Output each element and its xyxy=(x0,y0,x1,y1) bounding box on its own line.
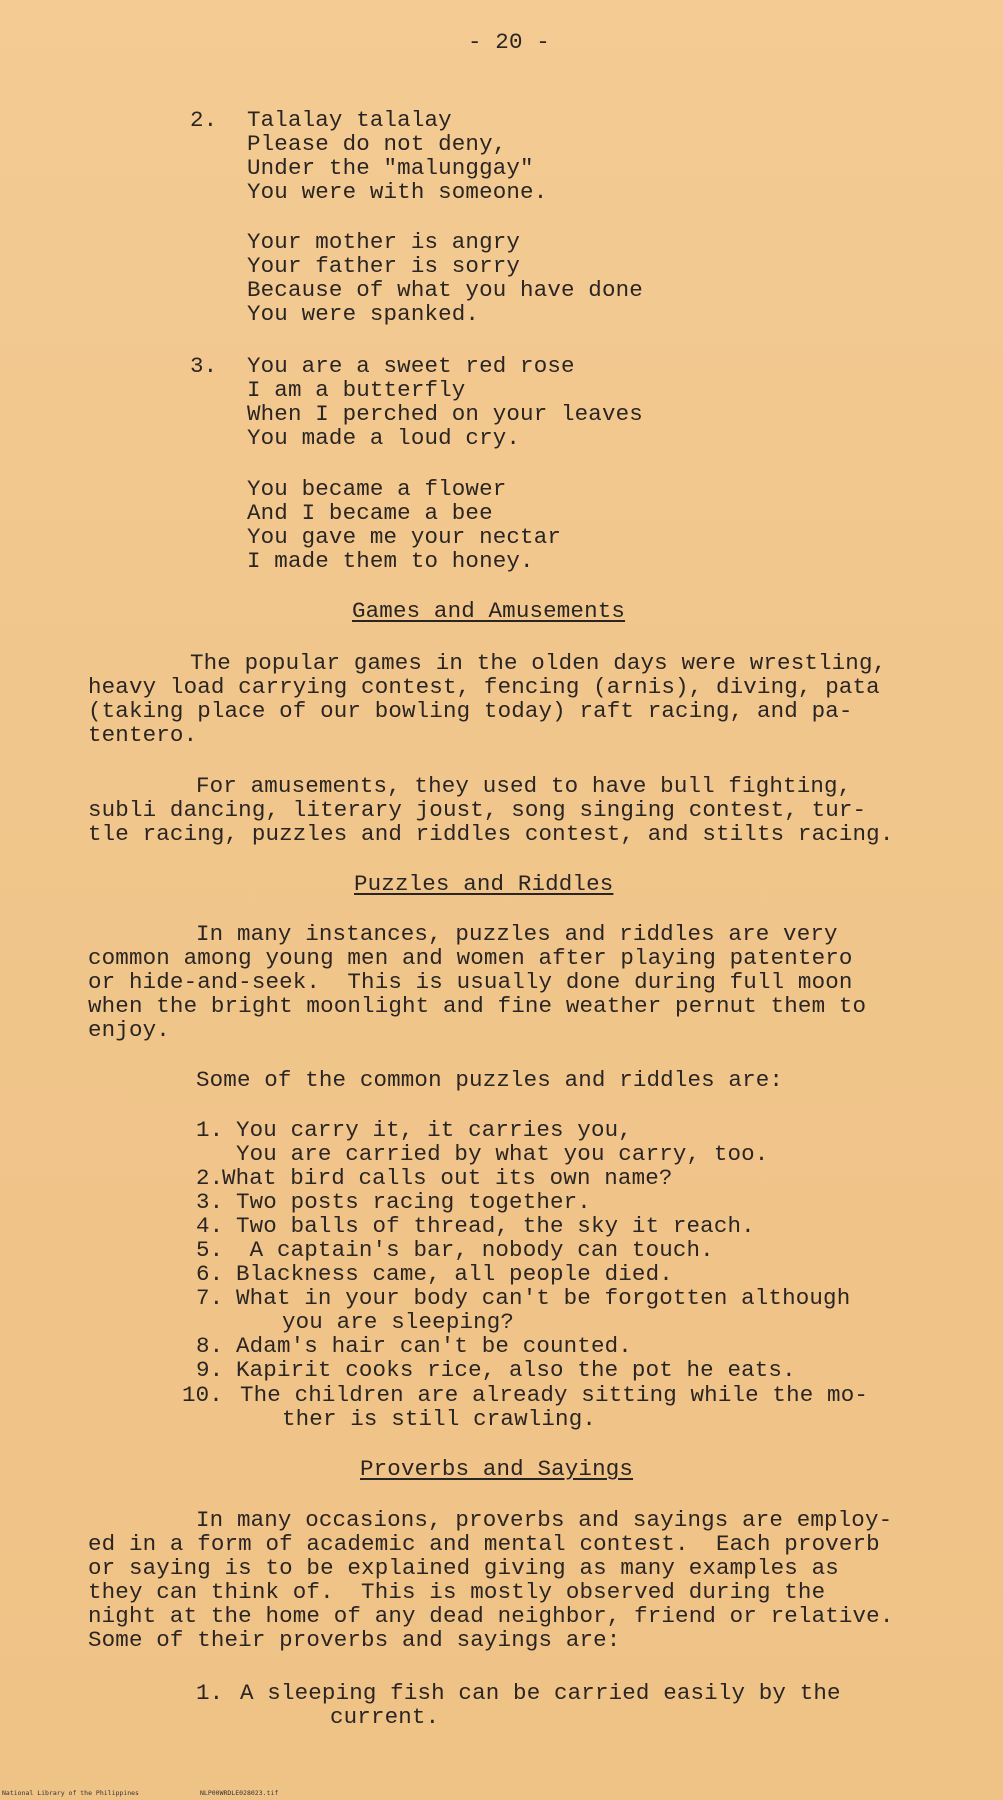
verse-line: I made them to honey. xyxy=(247,548,534,574)
riddle-text: ther is still crawling. xyxy=(282,1406,597,1432)
riddle-number: 8. xyxy=(196,1333,224,1359)
riddle-text: you are sleeping? xyxy=(282,1309,515,1335)
riddle-number: 10. xyxy=(182,1382,223,1408)
proverb-number: 1. xyxy=(196,1680,224,1706)
verse-line: You are a sweet red rose xyxy=(247,353,575,379)
riddle-text: Two posts racing together. xyxy=(236,1189,591,1215)
verse-line: Please do not deny, xyxy=(247,131,507,157)
riddle-number: 4. xyxy=(196,1213,224,1239)
verse-line: Talalay talalay xyxy=(247,107,452,133)
list-intro: Some of the common puzzles and riddles are: xyxy=(196,1067,784,1093)
verse-line: And I became a bee xyxy=(247,500,493,526)
paragraph-line: subli dancing, literary joust, song singing contest, tur- xyxy=(88,797,867,823)
section-heading-games: Games and Amusements xyxy=(352,598,626,624)
paragraph-line: tentero. xyxy=(88,722,198,748)
riddle-number: 6. xyxy=(196,1261,224,1287)
paragraph-line: tle racing, puzzles and riddles contest, and stilts racing. xyxy=(88,821,894,847)
riddle-text: What in your body can't be forgotten although xyxy=(236,1285,851,1311)
verse-line: Your mother is angry xyxy=(247,229,521,255)
verse-line: You made a loud cry. xyxy=(247,425,521,451)
riddle-text: Two balls of thread, the sky it reach. xyxy=(236,1213,755,1239)
paragraph-line: when the bright moonlight and fine weather pernut them to xyxy=(88,993,867,1019)
paragraph-line: In many instances, puzzles and riddles are very xyxy=(196,921,838,947)
riddle-number: 9. xyxy=(196,1357,224,1383)
verse-line: I am a butterfly xyxy=(247,377,466,403)
bleed-through xyxy=(560,100,610,172)
verse-line: When I perched on your leaves xyxy=(247,401,643,427)
riddle-text: A captain's bar, nobody can touch. xyxy=(236,1237,714,1263)
paragraph-line: common among young men and women after playing patentero xyxy=(88,945,853,971)
verse-line: You were spanked. xyxy=(247,301,480,327)
riddle-text: Blackness came, all people died. xyxy=(236,1261,673,1287)
verse-line: Because of what you have done xyxy=(247,277,643,303)
paragraph-line: For amusements, they used to have bull fighting, xyxy=(196,773,852,799)
riddle-text: Kapirit cooks rice, also the pot he eats. xyxy=(236,1357,796,1383)
footer-library-name: National Library of the Philippines xyxy=(2,1789,139,1797)
paragraph-line: heavy load carrying contest, fencing (arnis), diving, pata xyxy=(88,674,880,700)
riddle-text: The children are already sitting while the mo- xyxy=(240,1382,869,1408)
paragraph-line: (taking place of our bowling today) raft racing, and pa- xyxy=(88,698,853,724)
paragraph-line: The popular games in the olden days were wrestling, xyxy=(190,650,887,676)
riddle-number: 7. xyxy=(196,1285,224,1311)
paragraph-line: they can think of. This is mostly observed during the xyxy=(88,1579,826,1605)
paragraph-line: enjoy. xyxy=(88,1017,170,1043)
verse-number: 2. xyxy=(190,107,218,133)
page-number: - 20 - xyxy=(468,29,550,55)
section-heading-puzzles: Puzzles and Riddles xyxy=(354,871,614,897)
proverb-text: current. xyxy=(330,1704,440,1730)
verse-line: You gave me your nectar xyxy=(247,524,562,550)
paragraph-line: night at the home of any dead neighbor, friend or relative. xyxy=(88,1603,894,1629)
riddle-number: 3. xyxy=(196,1189,224,1215)
riddle-text: What bird calls out its own name? xyxy=(222,1165,673,1191)
paragraph-line: or hide-and-seek. This is usually done during full moon xyxy=(88,969,853,995)
riddle-number: 1. xyxy=(196,1117,224,1143)
section-heading-proverbs: Proverbs and Sayings xyxy=(360,1456,634,1482)
riddle-number: 2. xyxy=(196,1165,224,1191)
verse-line: You were with someone. xyxy=(247,179,548,205)
proverb-text: A sleeping fish can be carried easily by the xyxy=(240,1680,841,1706)
riddle-text: You carry it, it carries you, xyxy=(236,1117,632,1143)
verse-number: 3. xyxy=(190,353,218,379)
riddle-text: You are carried by what you carry, too. xyxy=(236,1141,769,1167)
paragraph-line: In many occasions, proverbs and sayings are employ- xyxy=(196,1507,893,1533)
riddle-text: Adam's hair can't be counted. xyxy=(236,1333,632,1359)
verse-line: You became a flower xyxy=(247,476,507,502)
paragraph-line: Some of their proverbs and sayings are: xyxy=(88,1627,621,1653)
paragraph-line: ed in a form of academic and mental contest. Each proverb xyxy=(88,1531,880,1557)
verse-line: Your father is sorry xyxy=(247,253,521,279)
paragraph-line: or saying is to be explained giving as many examples as xyxy=(88,1555,839,1581)
verse-line: Under the "malunggay" xyxy=(247,155,534,181)
footer-file-name: NLP00WRDLE028023.tif xyxy=(200,1789,279,1797)
riddle-number: 5. xyxy=(196,1237,224,1263)
